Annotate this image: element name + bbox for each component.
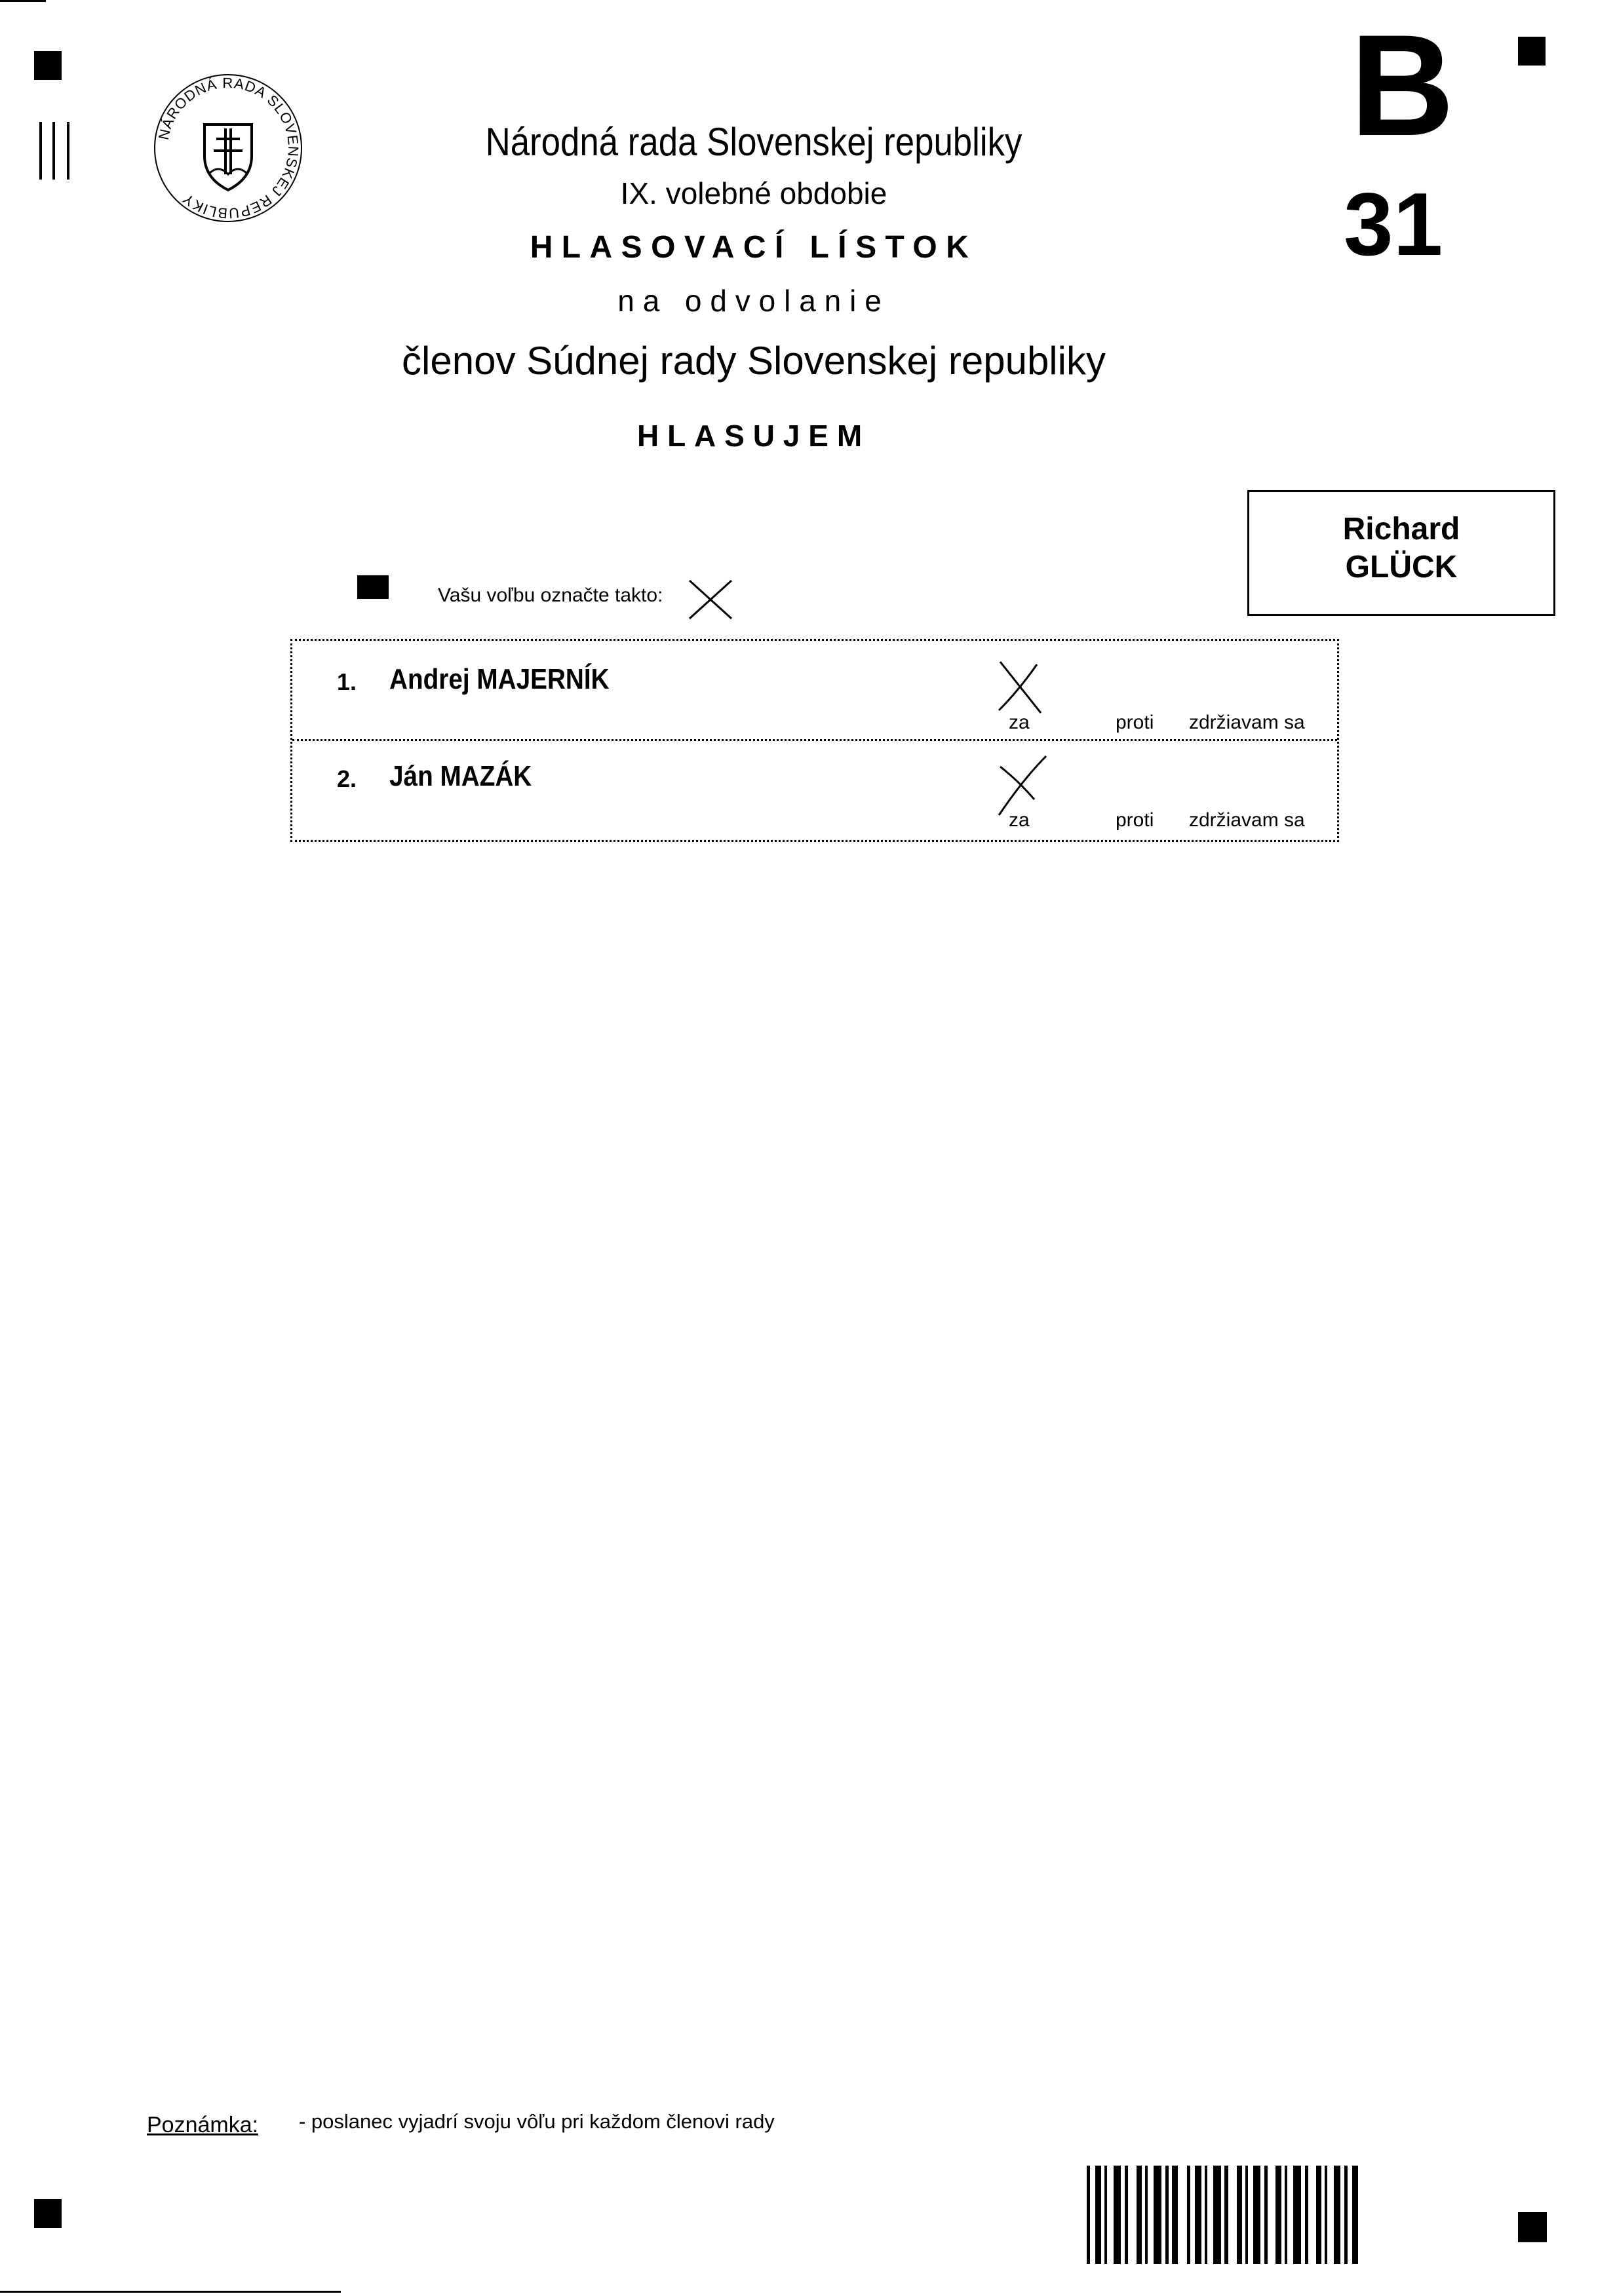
ballot-letter: B <box>1350 5 1454 166</box>
row-separator <box>292 739 1337 741</box>
option-zdrziavam-sa[interactable]: zdržiavam sa <box>1189 809 1305 831</box>
barcode <box>1087 2166 1450 2264</box>
term-label: IX. volebné obdobie <box>620 176 887 210</box>
candidate-number: 2. <box>337 765 357 792</box>
voter-first-name: Richard <box>1342 512 1460 546</box>
option-za[interactable]: za <box>1009 712 1030 733</box>
registration-mark-top-left <box>34 51 62 80</box>
coat-of-arms-seal-icon <box>149 69 307 227</box>
example-x-mark-icon <box>686 577 735 626</box>
note-text: - poslanec vyjadrí svoju vôľu pri každom členovi rady <box>299 2110 775 2133</box>
candidate-name: Ján MAZÁK <box>389 760 532 792</box>
registration-mark-instruction <box>357 575 389 599</box>
parliament-seal <box>149 69 307 227</box>
candidate-number: 1. <box>337 668 357 695</box>
registration-mark-bottom-left <box>34 2199 62 2228</box>
option-zdrziavam-sa[interactable]: zdržiavam sa <box>1189 712 1305 733</box>
subject-title: členov Súdnej rady Slovenskej republiky <box>402 339 1106 383</box>
seal-text: NÁRODNÁ RADA SLOVENSKEJ REPUBLIKY <box>155 74 302 222</box>
candidates-table <box>290 639 1339 842</box>
edge-line-bottom <box>0 2291 341 2293</box>
option-proti[interactable]: proti <box>1116 712 1154 733</box>
voter-name-box <box>1247 490 1555 616</box>
action-label: HLASUJEM <box>636 419 871 453</box>
purpose-label: na odvolanie <box>617 284 890 318</box>
ballot-number: 31 <box>1344 174 1443 274</box>
registration-mark-bottom-right <box>1518 2212 1547 2242</box>
voter-last-name: GLÜCK <box>1345 550 1458 584</box>
document-type-title: HLASOVACÍ LÍSTOK <box>530 230 978 265</box>
instruction-text: Vašu voľbu označte takto: <box>438 584 663 606</box>
option-za[interactable]: za <box>1009 809 1030 831</box>
vote-mark-x-icon[interactable] <box>994 658 1046 720</box>
institution-title: Národná rada Slovenskej republiky <box>485 120 1022 164</box>
candidate-name: Andrej MAJERNÍK <box>389 663 610 695</box>
option-proti[interactable]: proti <box>1116 809 1154 831</box>
note-label: Poznámka: <box>147 2113 259 2137</box>
registration-mark-top-right <box>1518 37 1546 66</box>
edge-line-top <box>0 0 46 2</box>
